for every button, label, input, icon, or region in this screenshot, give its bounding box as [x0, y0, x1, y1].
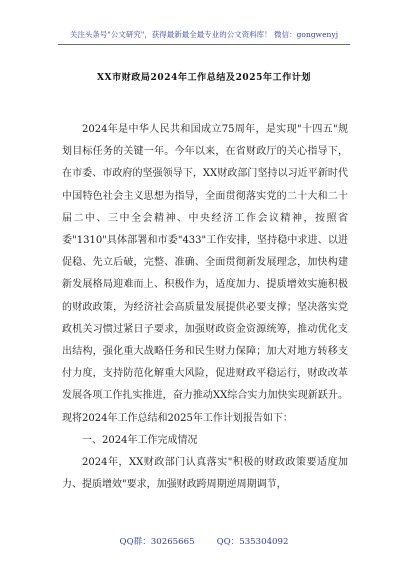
footer-qq-group: QQ群：30265665 [119, 537, 195, 547]
header-promo-note: 关注头条号"公文研究"，获得最新最全最专业的公文资料库！ 微信：gongwenyj [69, 30, 339, 39]
footer-contact [0, 535, 408, 547]
section-heading: 一、2024年工作完成情况 [82, 434, 198, 446]
document-title: XX市财政局2024年工作总结及2025年工作计划 [96, 73, 312, 83]
section-paragraph: 2024年，XX财政部门认真落实"积极的财政政策要适度加力、提质增效"要求，加强财政跨周期逆周期调节， [62, 457, 348, 491]
document-body [62, 119, 348, 496]
header-divider [58, 44, 350, 45]
footer-qq-number: QQ：535304092 [216, 537, 289, 547]
intro-paragraph: 2024年是中华人民共和国成立75周年，是实现"十四五"规划目标任务的关键一年。今年以来，在省财政厅的关心指导下，在市委、市政府的坚强领导下，XX财政部门坚持以习近平新时代中国特色社会主义思想为指导，全面贯彻落实党的二十大和二十届二中、三中全会精神、中央经济工作会议精神，按照省委"1310"具体部署和市委"433"工作安排，坚持稳中求进、以进促稳、先立后破，完整、准确、全面贯彻新发展理念，加快构建新发展格局迎难而上、积极作为，适度加力、提质增效实施积极的财政政策，为经济社会高质量发展提供必要支撑；坚决落实党政机关习惯过紧日子要求，加强财政资金资源统筹，推动优化支出结构，强化重大战略任务和民生财力保障；加大对地方转移支付力度，支持防范化解重大风险，促进财政平稳运行，财政改革发展各项工作扎实推进，奋力推动XX综合实力加快实现新跃升。现将2024年工作总结和2025年工作计划报告如下： [62, 124, 348, 424]
